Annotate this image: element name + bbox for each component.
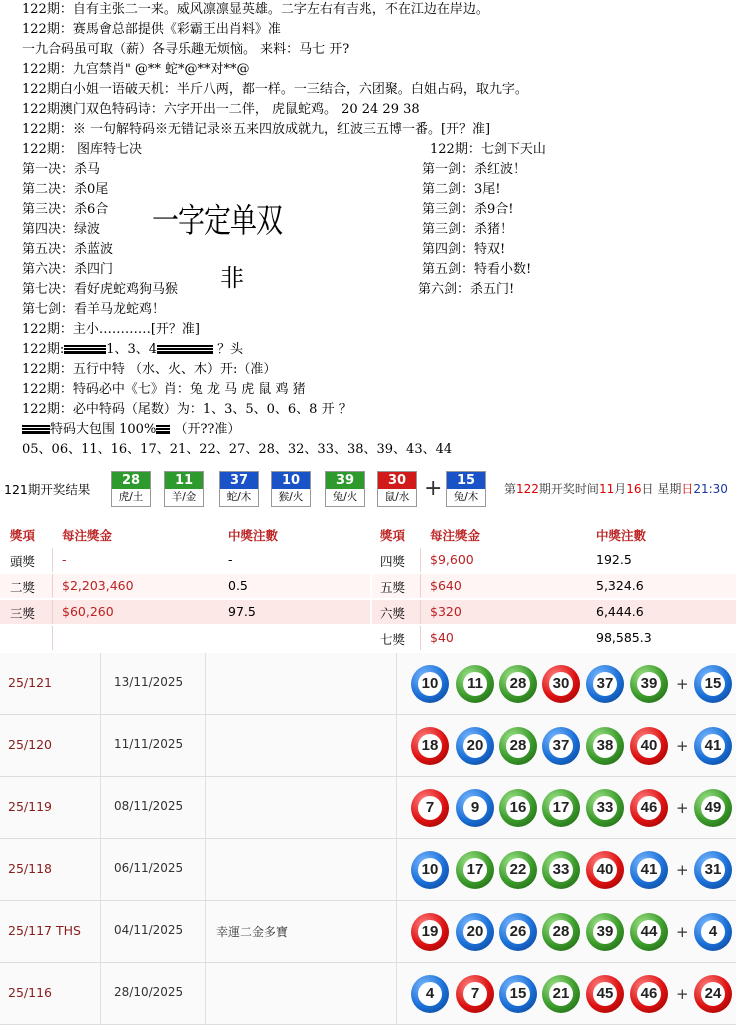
draw-ball-number: 17 bbox=[463, 858, 487, 882]
result-ball-zodiac: 羊/金 bbox=[171, 491, 197, 503]
draw-date: 13/11/2025 bbox=[114, 675, 184, 689]
draw-col-divider bbox=[396, 839, 397, 900]
draw-ball-number: 28 bbox=[506, 734, 530, 758]
draw-special-number: 15 bbox=[701, 672, 725, 696]
draw-col-divider bbox=[205, 715, 206, 776]
draw-col-divider bbox=[205, 901, 206, 962]
draw-special-number: 49 bbox=[701, 796, 725, 820]
draw-ball-number: 4 bbox=[418, 982, 442, 1006]
draw-ball-number: 22 bbox=[506, 858, 530, 882]
draw-ball-number: 39 bbox=[593, 920, 617, 944]
prize-cell: 192.5 bbox=[596, 552, 632, 567]
line-five-elements: 122期：五行中特 （水、火、木）开:（准） bbox=[22, 362, 277, 377]
draw-period: 25/121 bbox=[8, 675, 52, 690]
draw-ball-number: 20 bbox=[463, 734, 487, 758]
prize-divider bbox=[420, 600, 421, 624]
draw-col-divider bbox=[205, 777, 206, 838]
prize-divider bbox=[52, 548, 53, 572]
next-draw-info bbox=[504, 480, 728, 497]
plus-sign: + bbox=[424, 476, 443, 501]
prize-cell: $640 bbox=[430, 578, 462, 593]
prize-row-right-bg bbox=[372, 600, 736, 624]
text-line: 一九合码虽可取（薪）各寻乐趣无烦恼。 来料：马七 开? bbox=[22, 42, 350, 57]
result-ball-box bbox=[219, 471, 259, 507]
head-hint-nums: 1、3、4 bbox=[106, 342, 158, 357]
prize-row-left-bg bbox=[0, 548, 370, 572]
draw-ball-number: 28 bbox=[506, 672, 530, 696]
draw-date: 08/11/2025 bbox=[114, 799, 184, 813]
draw-row bbox=[0, 901, 736, 963]
prize-cell: 七獎 bbox=[380, 632, 406, 647]
surround-label: 特码大包围 100% bbox=[50, 422, 157, 437]
next-time: 21:30 bbox=[693, 482, 728, 496]
draw-ball bbox=[630, 975, 668, 1013]
bars-icon bbox=[64, 345, 78, 354]
draw-ball bbox=[411, 727, 449, 765]
prize-row-left-bg bbox=[0, 574, 370, 598]
prize-row-left-bg bbox=[0, 626, 370, 650]
prize-header-cell: 中獎注數 bbox=[596, 528, 647, 543]
result-ball-box bbox=[446, 471, 486, 507]
prize-cell: 頭獎 bbox=[10, 554, 36, 569]
line-head-hint bbox=[22, 340, 243, 360]
prize-cell: 97.5 bbox=[228, 604, 256, 619]
draw-col-divider bbox=[100, 715, 101, 776]
left-col-item: 第三决：杀6合 bbox=[22, 202, 109, 217]
head-hint-suffix: ？头 bbox=[217, 342, 244, 357]
draw-ball-number: 16 bbox=[506, 796, 530, 820]
result-bar bbox=[0, 468, 736, 510]
draw-ball-number: 46 bbox=[637, 796, 661, 820]
draw-ball-number: 46 bbox=[637, 982, 661, 1006]
draw-ball bbox=[630, 727, 668, 765]
draw-ball-number: 18 bbox=[418, 734, 442, 758]
draw-period: 25/119 bbox=[8, 799, 52, 814]
draw-ball-number: 9 bbox=[463, 796, 487, 820]
draw-special-ball bbox=[694, 789, 732, 827]
text-line: 122期：九宫禁肖" @** 蛇*@**对**@ bbox=[22, 62, 250, 77]
draw-ball bbox=[630, 665, 668, 703]
draw-ball-number: 39 bbox=[637, 672, 661, 696]
right-col-item: 第一剑：杀红波！ bbox=[422, 162, 527, 177]
draw-special-ball bbox=[694, 913, 732, 951]
left-col-item: 第七剑：看羊马龙蛇鸡！ bbox=[22, 302, 166, 317]
right-col-item: 第三剑：杀猪！ bbox=[422, 222, 514, 237]
draw-ball bbox=[542, 665, 580, 703]
result-ball-number: 30 bbox=[378, 472, 416, 489]
draw-ball-number: 44 bbox=[637, 920, 661, 944]
draw-ball bbox=[499, 727, 537, 765]
bars-icon bbox=[199, 345, 213, 354]
next-prefix: 第 bbox=[504, 482, 517, 496]
draw-ball bbox=[456, 913, 494, 951]
draw-row bbox=[0, 839, 736, 901]
next-month-label: 月 bbox=[614, 482, 627, 496]
prize-cell: $60,260 bbox=[62, 604, 114, 619]
text-line: 122期：※ 一句解特码※无错记录※五来四放成就九，红波三五博一番。[开？准] bbox=[22, 122, 491, 137]
draw-period: 25/120 bbox=[8, 737, 52, 752]
next-weekday: 日 bbox=[681, 482, 694, 496]
draw-special-number: 24 bbox=[701, 982, 725, 1006]
draw-special-number: 4 bbox=[701, 920, 725, 944]
draw-col-divider bbox=[396, 653, 397, 714]
draw-ball-number: 38 bbox=[593, 734, 617, 758]
left-col-item: 第五决：杀蓝波 bbox=[22, 242, 114, 257]
draw-plus: + bbox=[676, 737, 689, 755]
draw-col-divider bbox=[205, 653, 206, 714]
prize-divider bbox=[52, 600, 53, 624]
draw-special-number: 31 bbox=[701, 858, 725, 882]
draw-ball bbox=[586, 975, 624, 1013]
draw-plus: + bbox=[676, 799, 689, 817]
draw-col-divider bbox=[100, 901, 101, 962]
prize-row bbox=[0, 626, 736, 650]
draw-ball-number: 45 bbox=[593, 982, 617, 1006]
prize-cell: $2,203,460 bbox=[62, 578, 134, 593]
draw-ball-number: 15 bbox=[506, 982, 530, 1006]
prize-divider bbox=[420, 574, 421, 598]
draw-ball bbox=[542, 851, 580, 889]
draw-ball bbox=[499, 665, 537, 703]
draw-plus: + bbox=[676, 985, 689, 1003]
draw-ball-number: 10 bbox=[418, 672, 442, 696]
draw-ball bbox=[411, 913, 449, 951]
draw-plus: + bbox=[676, 923, 689, 941]
draw-ball bbox=[586, 851, 624, 889]
prize-cell: 98,585.3 bbox=[596, 630, 652, 645]
draw-ball-number: 7 bbox=[463, 982, 487, 1006]
result-ball-box bbox=[164, 471, 204, 507]
prize-row-right-bg bbox=[372, 548, 736, 572]
result-ball-number: 10 bbox=[272, 472, 310, 489]
draw-ball-number: 28 bbox=[549, 920, 573, 944]
right-col-item: 第四剑：特双! bbox=[422, 242, 506, 257]
draw-date: 11/11/2025 bbox=[114, 737, 184, 751]
next-month: 11 bbox=[598, 482, 615, 496]
draw-ball bbox=[456, 665, 494, 703]
draw-period: 25/118 bbox=[8, 861, 52, 876]
draw-col-divider bbox=[396, 963, 397, 1024]
draw-ball bbox=[586, 665, 624, 703]
bars-icon bbox=[92, 345, 106, 354]
next-day: 16 bbox=[626, 482, 642, 496]
next-day-label: 日 星期 bbox=[641, 482, 682, 496]
bars-icon bbox=[78, 345, 92, 354]
draw-special-number: 41 bbox=[701, 734, 725, 758]
draw-ball bbox=[456, 727, 494, 765]
left-col-item: 第六决：杀四门 bbox=[22, 262, 114, 277]
prize-cell: 四獎 bbox=[380, 554, 406, 569]
draw-date: 04/11/2025 bbox=[114, 923, 184, 937]
prize-divider bbox=[420, 548, 421, 572]
line-main-small: 122期：主小…………[开？准] bbox=[22, 322, 200, 337]
draw-ball bbox=[499, 913, 537, 951]
line-tail-numbers: 122期：必中特码（尾数）为：1、3、5、0、6、8 开 ？ bbox=[22, 402, 352, 417]
right-col-header: 122期：七剑下天山 bbox=[430, 142, 546, 157]
result-ball-zodiac: 虎/土 bbox=[118, 491, 144, 503]
draw-ball bbox=[630, 851, 668, 889]
draw-row bbox=[0, 963, 736, 1025]
draw-ball-number: 20 bbox=[463, 920, 487, 944]
bars-icon bbox=[156, 425, 170, 434]
prize-header-cell: 每注獎金 bbox=[430, 528, 481, 543]
prize-row-right-bg bbox=[372, 626, 736, 650]
result-ball-box bbox=[111, 471, 151, 507]
result-ball-number: 39 bbox=[326, 472, 364, 489]
next-mid: 期开奖时间 bbox=[538, 482, 599, 496]
draw-special-ball bbox=[694, 727, 732, 765]
prize-divider bbox=[52, 626, 53, 650]
draw-ball bbox=[411, 975, 449, 1013]
draw-ball bbox=[542, 789, 580, 827]
result-ball-zodiac: 兔/木 bbox=[453, 491, 479, 503]
prize-row bbox=[0, 548, 736, 572]
prize-cell: $40 bbox=[430, 630, 454, 645]
right-col-item: 第二剑：3尾! bbox=[422, 182, 501, 197]
draw-row bbox=[0, 777, 736, 839]
prize-header-row bbox=[0, 522, 736, 546]
draw-ball bbox=[499, 851, 537, 889]
result-ball-number: 37 bbox=[220, 472, 258, 489]
draw-col-divider bbox=[100, 653, 101, 714]
draw-ball bbox=[542, 975, 580, 1013]
draw-row bbox=[0, 715, 736, 777]
prize-cell: 二獎 bbox=[10, 580, 36, 595]
draw-ball bbox=[586, 727, 624, 765]
draw-ball bbox=[411, 665, 449, 703]
draw-ball bbox=[411, 851, 449, 889]
big-char: 非 bbox=[220, 264, 244, 292]
left-col-item: 第二决：杀0尾 bbox=[22, 182, 109, 197]
result-ball-number: 28 bbox=[112, 472, 150, 489]
prize-cell: 0.5 bbox=[228, 578, 248, 593]
draw-ball-number: 30 bbox=[549, 672, 573, 696]
draw-ball bbox=[411, 789, 449, 827]
draw-ball bbox=[499, 789, 537, 827]
draw-period: 25/116 bbox=[8, 985, 52, 1000]
draw-ball-number: 41 bbox=[637, 858, 661, 882]
draw-col-divider bbox=[205, 963, 206, 1024]
prize-header-cell: 中獎注數 bbox=[228, 528, 279, 543]
prize-header-cell: 獎項 bbox=[380, 528, 406, 543]
draw-col-divider bbox=[396, 901, 397, 962]
text-line: 122期白小姐一语破天机：半斤八两，都一样。一三结合，六团聚。白姐占码，取九字。 bbox=[22, 82, 528, 97]
draw-ball bbox=[456, 851, 494, 889]
right-col-item: 第五剑：特看小数! bbox=[422, 262, 532, 277]
result-ball-zodiac: 兔/火 bbox=[332, 491, 358, 503]
result-ball-box bbox=[271, 471, 311, 507]
draw-ball-number: 33 bbox=[593, 796, 617, 820]
draw-plus: + bbox=[676, 861, 689, 879]
prize-row bbox=[0, 574, 736, 598]
prize-cell: 5,324.6 bbox=[596, 578, 644, 593]
draw-ball bbox=[630, 913, 668, 951]
line-number-list: 05、06、11、16、17、21、22、27、28、32、33、38、39、43、44 bbox=[22, 442, 453, 457]
draw-col-divider bbox=[205, 839, 206, 900]
draw-ball-number: 21 bbox=[549, 982, 573, 1006]
draw-date: 28/10/2025 bbox=[114, 985, 184, 999]
draw-period: 25/117 THS bbox=[8, 923, 81, 938]
prize-cell: $9,600 bbox=[430, 552, 474, 567]
draw-special-ball bbox=[694, 975, 732, 1013]
prize-cell: 六獎 bbox=[380, 606, 406, 621]
draw-ball bbox=[499, 975, 537, 1013]
line-seven-zodiac: 122期：特码必中《七》肖：兔 龙 马 虎 鼠 鸡 猪 bbox=[22, 382, 306, 397]
draw-row bbox=[0, 653, 736, 715]
draw-col-divider bbox=[396, 777, 397, 838]
left-col-item: 第一决：杀马 bbox=[22, 162, 101, 177]
prize-divider bbox=[420, 626, 421, 650]
prize-cell: 五獎 bbox=[380, 580, 406, 595]
bars-icon bbox=[185, 345, 199, 354]
prize-header-cell: 獎項 bbox=[10, 528, 36, 543]
bars-icon bbox=[171, 345, 185, 354]
draw-ball-number: 40 bbox=[637, 734, 661, 758]
draw-ball-number: 26 bbox=[506, 920, 530, 944]
draw-col-divider bbox=[100, 777, 101, 838]
head-hint-prefix: 122期: bbox=[22, 342, 65, 357]
draw-special-ball bbox=[694, 851, 732, 889]
prize-row bbox=[0, 600, 736, 624]
draw-note: 幸運二金多寶 bbox=[216, 925, 289, 939]
left-col-item: 第四决：绿波 bbox=[22, 222, 101, 237]
draw-ball-number: 37 bbox=[549, 734, 573, 758]
result-ball-zodiac: 鼠/水 bbox=[384, 491, 410, 503]
draw-ball bbox=[586, 913, 624, 951]
draw-ball-number: 19 bbox=[418, 920, 442, 944]
prize-cell: 三獎 bbox=[10, 606, 36, 621]
bars-icon bbox=[22, 425, 36, 434]
draw-col-divider bbox=[396, 715, 397, 776]
draw-col-divider bbox=[100, 963, 101, 1024]
prize-table bbox=[0, 522, 736, 652]
text-line: 122期澳门双色特码诗：六字开出一二伴， 虎鼠蛇鸡。 20 24 29 38 bbox=[22, 102, 420, 117]
result-ball-number: 15 bbox=[447, 472, 485, 489]
draw-col-divider bbox=[100, 839, 101, 900]
draw-ball bbox=[456, 789, 494, 827]
draw-special-ball bbox=[694, 665, 732, 703]
draw-ball bbox=[630, 789, 668, 827]
result-ball-box bbox=[325, 471, 365, 507]
draw-ball bbox=[542, 913, 580, 951]
result-ball-zodiac: 蛇/木 bbox=[226, 491, 252, 503]
draw-ball-number: 7 bbox=[418, 796, 442, 820]
draw-ball-number: 10 bbox=[418, 858, 442, 882]
next-period: 122 bbox=[516, 482, 539, 496]
prize-divider bbox=[52, 574, 53, 598]
big-slogan: 一字定单双 bbox=[152, 201, 282, 241]
bars-icon bbox=[36, 425, 50, 434]
prize-header-cell: 每注獎金 bbox=[62, 528, 113, 543]
text-line: 122期：自有主张二一来。威风凛凛显英雄。二字左右有吉兆，不在江边在岸边。 bbox=[22, 2, 489, 17]
left-col-header: 122期： 图库特七决 bbox=[22, 142, 142, 157]
right-col-item: 第三剑：杀9合! bbox=[422, 202, 514, 217]
result-label: 121期开奖结果 bbox=[4, 482, 91, 497]
draw-ball bbox=[456, 975, 494, 1013]
draw-ball-number: 17 bbox=[549, 796, 573, 820]
prize-cell: 6,444.6 bbox=[596, 604, 644, 619]
result-ball-number: 11 bbox=[165, 472, 203, 489]
prize-row-right-bg bbox=[372, 574, 736, 598]
left-col-item: 第七决：看好虎蛇鸡狗马猴 bbox=[22, 282, 179, 297]
surround-suffix: （开??准） bbox=[174, 422, 241, 437]
prize-cell: - bbox=[228, 552, 233, 567]
draw-ball-number: 37 bbox=[593, 672, 617, 696]
draw-ball-number: 11 bbox=[463, 672, 487, 696]
prize-cell: $320 bbox=[430, 604, 462, 619]
bars-icon bbox=[157, 345, 171, 354]
draw-plus: + bbox=[676, 675, 689, 693]
right-col-item: 第六剑：杀五门! bbox=[418, 282, 515, 297]
text-line: 122期：赛馬會总部提供《彩霸王出肖料》准 bbox=[22, 22, 281, 37]
draw-ball-number: 33 bbox=[549, 858, 573, 882]
draw-ball-number: 40 bbox=[593, 858, 617, 882]
prize-row-left-bg bbox=[0, 600, 370, 624]
result-ball-box bbox=[377, 471, 417, 507]
result-ball-zodiac: 猴/火 bbox=[278, 491, 304, 503]
draw-date: 06/11/2025 bbox=[114, 861, 184, 875]
draw-ball bbox=[586, 789, 624, 827]
line-surround bbox=[22, 420, 240, 440]
prize-cell: - bbox=[62, 552, 67, 567]
draw-ball bbox=[542, 727, 580, 765]
